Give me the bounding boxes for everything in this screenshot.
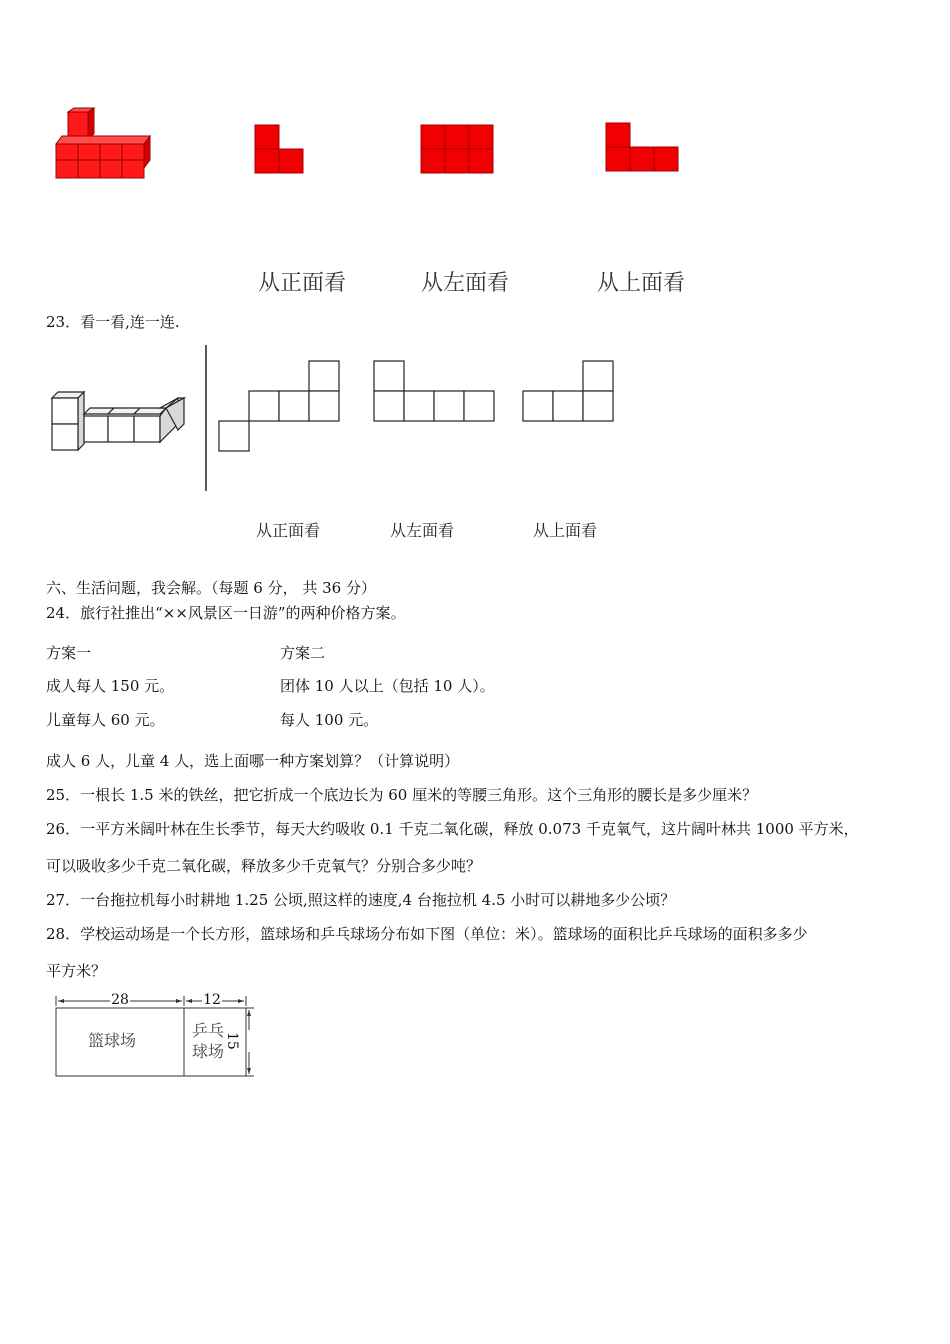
q22-label-left: 从左面看 <box>421 271 510 296</box>
q22-view-2x3 <box>420 124 496 176</box>
q23-view-staircase <box>219 360 341 454</box>
q24-plan2-line2: 每人 100 元。 <box>280 711 379 729</box>
q28-line1: 28．学校运动场是一个长方形，篮球场和乒乓球场分布如下图（单位：米）。篮球场的面积比乒乓球场的面积多多少 <box>46 925 808 943</box>
q24-plan2-line1: 团体 10 人以上（包括 10 人）。 <box>280 677 495 695</box>
q28-dim-pingpong: 12 <box>203 992 221 1008</box>
q23-divider-line <box>205 345 207 491</box>
q24-plan1-line1: 成人每人 150 元。 <box>46 677 175 695</box>
q28-pingpong-label-1: 乒乓 <box>192 1021 225 1040</box>
q22-view-long-l <box>605 122 681 174</box>
q22-3d-figure <box>50 108 150 184</box>
q24-question: 成人 6 人，儿童 4 人，选上面哪一种方案划算？（计算说明） <box>46 752 460 770</box>
q28-dim-height: 15 <box>224 1032 240 1050</box>
q23-label-left: 从左面看 <box>390 521 455 540</box>
q23-view-right-l <box>522 360 616 424</box>
section-6-heading: 六、生活问题，我会解。（每题 6 分， 共 36 分） <box>46 579 376 597</box>
q28-dim-basketball: 28 <box>111 992 129 1008</box>
q27-text: 27．一台拖拉机每小时耕地 1.25 公顷,照这样的速度,4 台拖拉机 4.5 小时可以耕地多少公顷？ <box>46 891 676 909</box>
q24-title: 24．旅行社推出“××风景区一日游”的两种价格方案。 <box>46 604 406 622</box>
q26-line1: 26．一平方米阔叶林在生长季节，每天大约吸收 0.1 千克二氧化碳，释放 0.073 千克氧气，这片阔叶林共 1000 平方米， <box>46 820 859 838</box>
q22-label-top: 从上面看 <box>597 271 686 296</box>
q28-pingpong-label-2: 球场 <box>192 1042 225 1061</box>
q23-label-top: 从上面看 <box>533 521 598 540</box>
q22-view-l-shape <box>254 124 306 176</box>
q23-3d-figure <box>48 388 184 454</box>
q23-label-front: 从正面看 <box>256 521 321 540</box>
q24-plan1-line2: 儿童每人 60 元。 <box>46 711 165 729</box>
q26-line2: 可以吸收多少千克二氧化碳，释放多少千克氧气？分别合多少吨？ <box>46 857 482 875</box>
q24-plan2-head: 方案二 <box>280 644 326 662</box>
q23-view-left-l <box>373 360 497 424</box>
q28-basketball-label: 篮球场 <box>88 1031 137 1050</box>
q23-title: 23．看一看,连一连. <box>46 313 180 331</box>
q28-line2: 平方米？ <box>46 962 107 980</box>
q25-text: 25．一根长 1.5 米的铁丝，把它折成一个底边长为 60 厘米的等腰三角形。这个三角形的腰长是多少厘米？ <box>46 786 758 804</box>
q24-plan1-head: 方案一 <box>46 644 92 662</box>
q22-label-front: 从正面看 <box>258 271 347 296</box>
